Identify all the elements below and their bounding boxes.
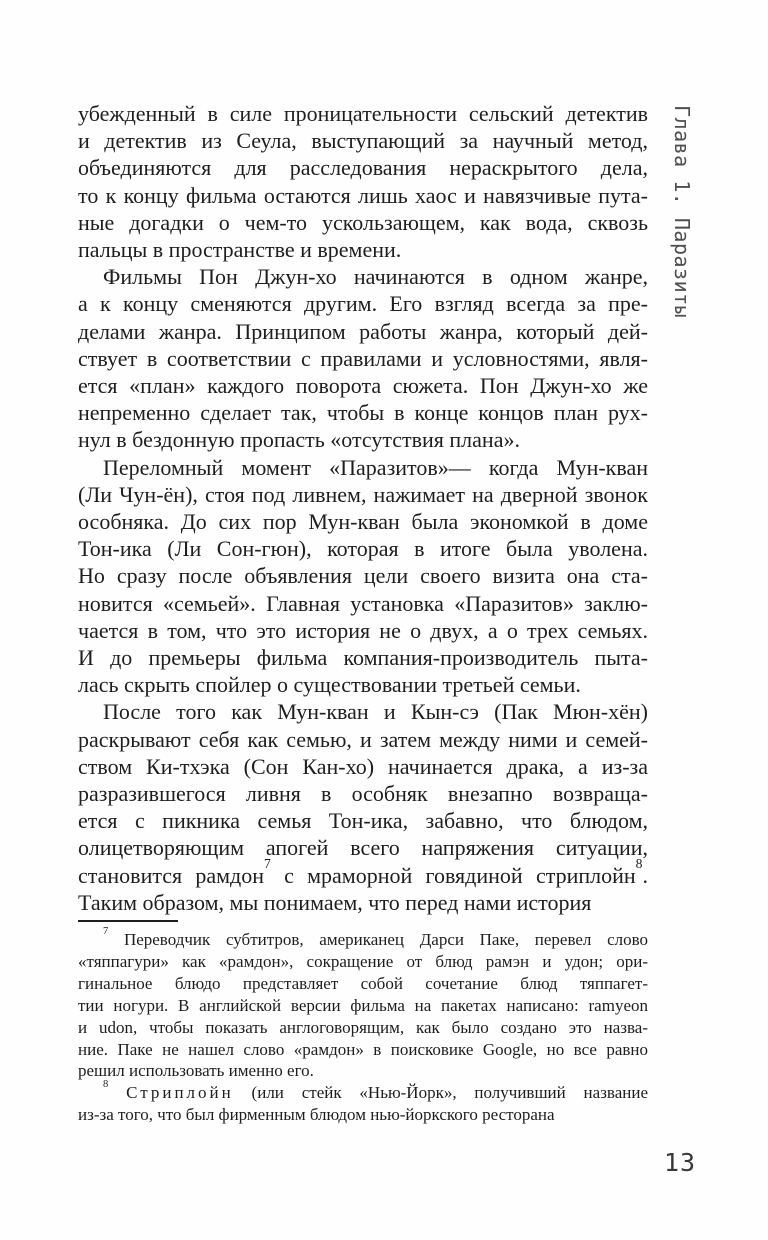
text-line: ством Ки-тхэка (Сон Кан-хо) начинается драка, а из-за [78, 753, 648, 779]
text-line: (Ли Чун-ён), стоя под ливнем, нажимает на дверной звонок [78, 481, 648, 507]
paragraph [78, 454, 648, 699]
footnote-marker: 8 [103, 1078, 109, 1090]
text-line: делами жанра. Принципом работы жанра, который дей- [78, 318, 648, 344]
chapter-sidebar-label: Глава 1. Паразиты [670, 105, 694, 319]
text-line: разразившегося ливня в особняк внезапно возвраща- [78, 781, 648, 807]
text-line: ствует в соответствии с правилами и условностями, явля- [78, 345, 648, 371]
footnote-line: $^7$ Переводчик субтитров, американец Дарси Паке, перевел слово [103, 925, 649, 949]
letterspaced-word: Стриплойн [126, 1083, 234, 1103]
footnote-marker: 7 [103, 925, 109, 937]
paragraph [78, 263, 648, 453]
text-line: чается в том, что это история не о двух, а о трех семьях. [78, 617, 648, 643]
footnote-line: $^8$ Стриплойн (или стейк «Нью-Йорк», получивший название [103, 1078, 648, 1103]
body-text [78, 100, 648, 916]
text-line: становится рамдон$^7$ с мраморной говядиной стриплойн$^8$. [78, 856, 648, 888]
text-line: особняка. До сих пор Мун-кван была экономкой в доме [78, 509, 648, 535]
footnote [78, 925, 649, 1082]
text-line: и детектив из Сеула, выступающий за научный метод, [78, 128, 648, 154]
footnote-line: из-за того, что был фирменным блюдом нью-йоркского ресторана [78, 1105, 555, 1125]
text-line: Переломный момент «Паразитов»— когда Мун-кван [103, 454, 648, 480]
text-line: новится «семьей». Главная установка «Паразитов» заклю- [78, 590, 648, 616]
text-line: а к концу сменяются другим. Его взгляд всегда за пре- [78, 291, 648, 317]
text-line: ется с пикника семья Тон-ика, забавно, что блюдом, [78, 808, 648, 834]
text-line: нул в бездонную пропасть «отсутствия плана». [78, 427, 520, 453]
footnote-reference: 8 [635, 856, 643, 872]
footnotes-section [78, 925, 649, 1126]
text-line: Таким образом, мы понимаем, что перед нами история [78, 889, 592, 915]
paragraph [78, 698, 648, 916]
text-line: раскрывают себя как семью, и затем между ними и семей- [78, 726, 648, 752]
footnote-separator [78, 920, 178, 922]
text-line: ные догадки о чем-то ускользающем, как вода, сквозь [78, 209, 648, 235]
text-line: объединяются для расследования нераскрытого дела, [78, 155, 648, 181]
footnote-line: и udon, чтобы показать англоговорящим, как было создано это назва- [78, 1017, 648, 1037]
footnote-line: гинальное блюдо представляет собой сочетание блюд тяппагет- [78, 973, 648, 993]
text-line: ется «план» каждого поворота сюжета. Пон Джун-хо же [78, 373, 648, 399]
text-line: Тон-ика (Ли Сон-гюн), которая в итоге была уволена. [78, 536, 648, 562]
footnote-line: «тяппагури» как «рамдон», сокращение от блюд рамэн и удон; ори- [78, 951, 648, 971]
footnote-line: ние. Паке не нашел слово «рамдон» в поисковике Google, но все равно [78, 1039, 648, 1059]
text-line: непременно сделает так, чтобы в конце концов план рух- [78, 400, 648, 426]
text-line: лась скрыть спойлер о существовании третьей семьи. [78, 672, 581, 698]
footnote-line: решил использовать именно его. [78, 1061, 314, 1081]
footnote [78, 1078, 648, 1126]
footnote-line: тии ногури. В английской версии фильма на пакетах написано: ramyeon [78, 995, 648, 1015]
text-line: пальцы в пространстве и времени. [78, 237, 402, 263]
text-line: олицетворяющим апогей всего напряжения ситуации, [78, 835, 648, 861]
text-line: то к концу фильма остаются лишь хаос и навязчивые пута- [78, 182, 648, 208]
text-line: Фильмы Пон Джун-хо начинаются в одном жанре, [103, 264, 648, 290]
text-line: После того как Мун-кван и Кын-сэ (Пак Мюн-хён) [103, 699, 648, 725]
text-line: убежденный в силе проницательности сельский детектив [78, 101, 648, 126]
page-number: 13 [664, 1148, 697, 1177]
text-line: Но сразу после объявления цели своего визита она ста- [78, 563, 648, 589]
text-line: И до премьеры фильма компания-производитель пыта- [78, 645, 648, 671]
paragraph [78, 100, 648, 263]
footnote-reference: 7 [264, 856, 271, 872]
